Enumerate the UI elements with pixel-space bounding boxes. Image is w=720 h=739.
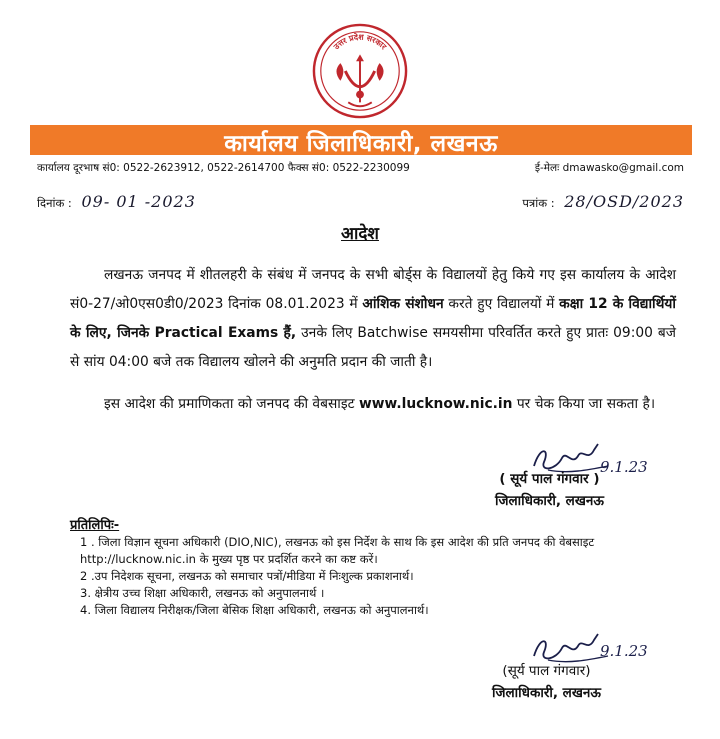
office-title-banner	[30, 125, 692, 155]
copy-item: 1 . जिला विज्ञान सूचना अधिकारी (DIO,NIC), लखनऊ को इस निर्देश के साथ कि इस आदेश की प्रति जनपद की वेबसाइट http://lucknow.nic.in के मुख्य पृष्ठ पर प्रदर्शित करने का कष्ट करें।	[80, 535, 595, 566]
website-link[interactable]: www.lucknow.nic.in	[359, 396, 513, 412]
up-government-emblem	[311, 22, 409, 120]
para1-text-e: उनके लिए Batchwise समयसीमा परिवर्तित करते हुए प्रातः 09:00 बजे से सांय 04:00 बजे तक विद्यालय खोलने की अनुमति प्रदान की जाती है।	[70, 325, 676, 370]
signature-block-1	[495, 468, 604, 512]
signature-date-2: 9.1.23	[600, 642, 648, 660]
copy-item: 2 .उप निदेशक सूचना, लखनऊ को समाचार पत्रों/मीडिया में निःशुल्क प्रकाशनार्थ।	[80, 569, 414, 583]
signature-date-1: 9.1.23	[600, 458, 648, 476]
para1-class12-students: कक्षा 12 के विद्यार्थियों के लिए, जिनके Practical Exams हैं,	[70, 296, 676, 341]
emblem-text: उत्तर प्रदेश सरकार	[331, 32, 389, 52]
reference-field	[522, 192, 684, 211]
office-title: कार्यालय जिलाधिकारी, लखनऊ	[224, 131, 498, 157]
order-paragraph-1	[70, 261, 676, 377]
office-contact-numbers: कार्यालय दूरभाष सं0: 0522-2623912, 0522-2614700 फैक्स सं0: 0522-2230099	[37, 162, 410, 174]
para1-text-a: लखनऊ जनपद में शीतलहरी के संबंध में जनपद के सभी बोर्ड्स के विद्यालयों हेतु किये गए इस कार्यालय के आदेश सं0-27/ओ0एस0डी0/2023 दिनांक 08.01.2023 में	[70, 267, 676, 312]
copy-item: 4. जिला विद्यालय निरीक्षक/जिला बेसिक शिक्षा अधिकारी, लखनऊ को अनुपालनार्थ।	[80, 603, 429, 617]
date-value: 09- 01 -2023	[81, 192, 196, 211]
office-email: ई-मेलः dmawasko@gmail.com	[534, 162, 684, 174]
signatory-name-2: (सूर्य पाल गंगवार)	[502, 663, 591, 679]
date-label: दिनांक :	[37, 196, 72, 210]
date-field	[37, 192, 196, 211]
reference-label: पत्रांक :	[522, 196, 555, 210]
para1-partial-amendment: आंशिक संशोधन	[362, 296, 444, 312]
signatory-title-2: जिलाधिकारी, लखनऊ	[492, 685, 601, 701]
para2-text-c: पर चेक किया जा सकता है।	[512, 396, 656, 412]
signature-block-2	[492, 660, 601, 704]
para2-text-a: इस आदेश की प्रमाणिकता को जनपद की वेबसाइट	[104, 396, 359, 412]
para1-text-c: करते हुए विद्यालयों में	[443, 296, 560, 312]
reference-number: 28/OSD/2023	[564, 192, 684, 211]
order-heading: आदेश	[341, 224, 379, 244]
copy-item: 3. क्षेत्रीय उच्च शिक्षा अधिकारी, लखनऊ को अनुपालनार्थ ।	[80, 586, 325, 600]
copies-label: प्रतिलिपिः-	[70, 518, 120, 533]
copies-list	[80, 534, 680, 619]
order-paragraph-2	[70, 390, 676, 419]
signatory-title-1: जिलाधिकारी, लखनऊ	[495, 493, 604, 509]
signatory-name-1: ( सूर्य पाल गंगवार )	[499, 471, 600, 487]
